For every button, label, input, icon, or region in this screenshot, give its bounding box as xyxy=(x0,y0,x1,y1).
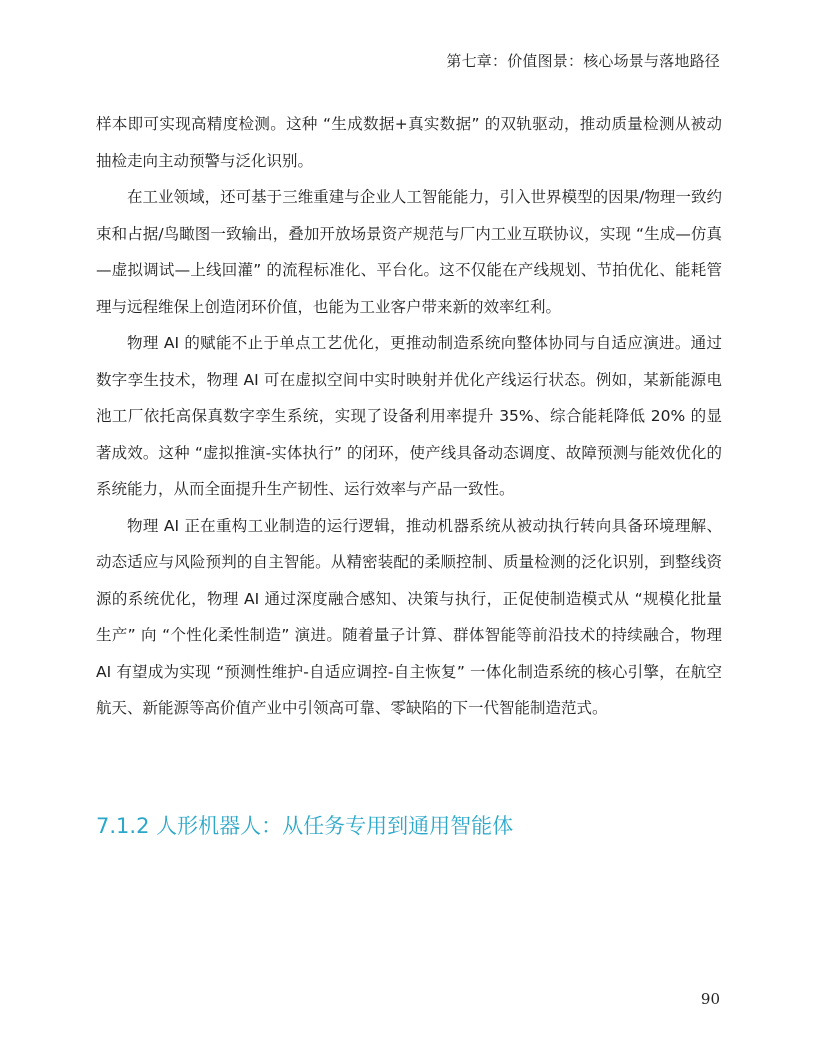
body-text xyxy=(96,106,722,727)
paragraph-digital-twin: 物理 AI 的赋能不止于单点工艺优化，更推动制造系统向整体协同与自适应演进。通过数字孪生技术，物理 AI 可在虚拟空间中实时映射并优化产线运行状态。例如，某新能源电池工厂依托高保真数字孪生系统，实现了设备利用率提升 35%、综合能耗降低 20% 的显著成效。这种 “虚拟推演-实体执行” 的闭环，使产线具备动态调度、故障预测与能效优化的系统能力，从而全面提升生产韧性、运行效率与产品一致性。 xyxy=(96,334,723,498)
running-header-chapter-title: 第七章：价值图景：核心场景与落地路径 xyxy=(446,52,720,70)
paragraph-physical-ai-restructuring: 物理 AI 正在重构工业制造的运行逻辑，推动机器系统从被动执行转向具备环境理解、动态适应与风险预判的自主智能。从精密装配的柔顺控制、质量检测的泛化识别，到整线资源的系统优化，物理 AI 通过深度融合感知、决策与执行，正促使制造模式从 “规模化批量生产” 向 “个性化柔性制造” 演进。随着量子计算、群体智能等前沿技术的持续融合，物理 AI 有望成为实现 “预测性维护-自适应调控-自主恢复” 一体化制造系统的核心引擎，在航空航天、新能源等高价值产业中引领高可靠、零缺陷的下一代智能制造范式。 xyxy=(96,516,723,717)
page-number: 90 xyxy=(700,990,720,1008)
paragraph-continuation: 样本即可实现高精度检测。这种 “生成数据+真实数据” 的双轨驱动，推动质量检测从被动抽检走向主动预警与泛化识别。 xyxy=(96,115,722,170)
paragraph-industrial-world-model: 在工业领域，还可基于三维重建与企业人工智能能力，引入世界模型的因果/物理一致约束和占据/鸟瞰图一致输出，叠加开放场景资产规范与厂内工业互联协议，实现 “生成—仿真—虚拟调试—上线回灌” 的流程标准化、平台化。这不仅能在产线规划、节拍优化、能耗管理与远程维保上创造闭环价值，也能为工业客户带来新的效率红利。 xyxy=(96,188,722,316)
section-heading: 7.1.2 人形机器人：从任务专用到通用智能体 xyxy=(96,814,514,838)
